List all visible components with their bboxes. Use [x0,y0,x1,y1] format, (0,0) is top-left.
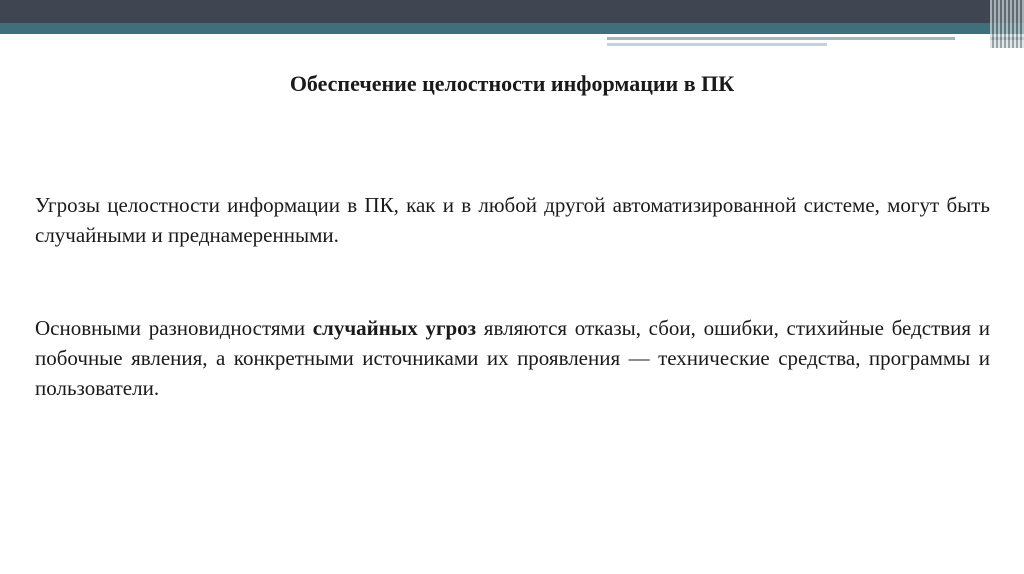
header-band-dark [0,0,1024,23]
paragraph-accidental-threats [35,313,990,403]
header-stripes [990,0,1024,48]
header-band-teal [0,23,1024,34]
paragraph-threats: Угрозы целостности информации в ПК, как и в любой другой автоматизированной системе, могут быть случайными и преднамеренными. [35,193,990,247]
slide-title: Обеспечение целостности информации в ПК [289,71,735,96]
paragraph-bold-term: случайных угроз [312,316,477,340]
header-accent-line-short [607,43,827,46]
paragraph-text-start: Основными разновидностями [35,316,313,340]
paragraph-text-end: являются отказы, сбои, ошибки, стихийные бедствия и побочные явления, а конкретными источниками их проявления — технические средства, программы и пользователи. [35,316,990,400]
header-notch [955,34,990,48]
